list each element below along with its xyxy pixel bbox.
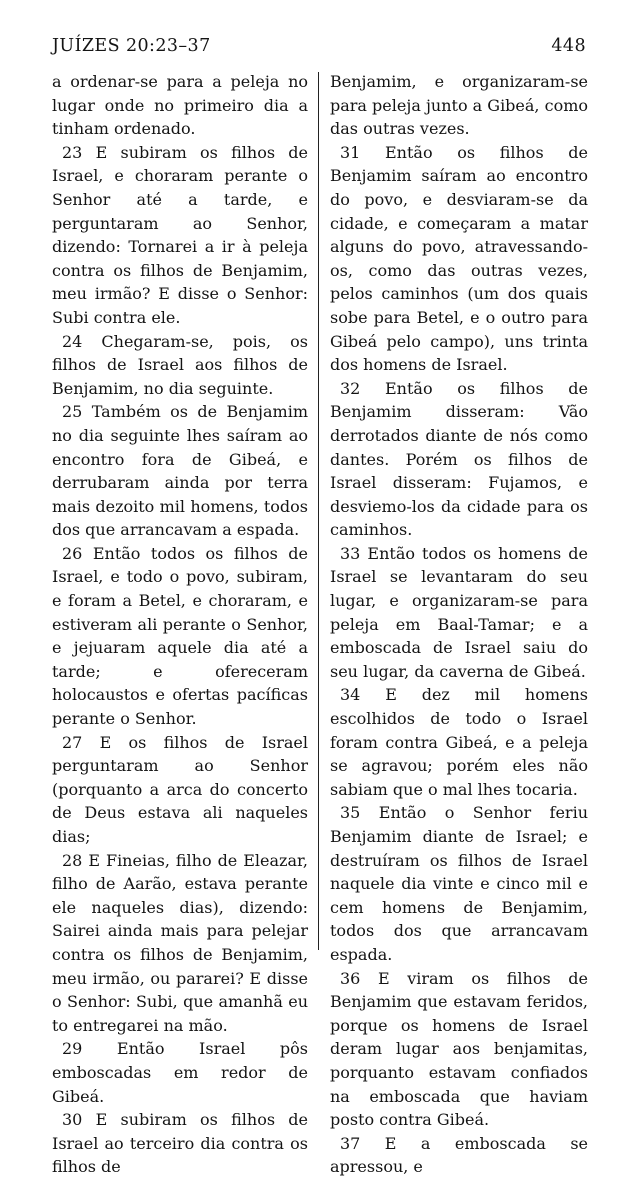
- verse-33: 33 Então todos os homens de Israel se levantaram do seu lugar, e organizaram-se para peleja em Baal-Tamar; e a emboscada de Israel saiu do seu lugar, da caverna de Gibeá.: [330, 543, 588, 681]
- verse-37: 37 E a emboscada se apressou, e: [330, 1133, 588, 1177]
- verse-28: 28 E Fineias, filho de Eleazar, filho de Aarão, estava perante ele naqueles dias), dizendo: Sairei ainda mais para pelejar contra os filhos de Benjamim, meu irmão, ou pararei? E disse o Senhor: Subi, que amanhã eu to entregarei na mão.: [52, 850, 308, 1035]
- verse-36: 36 E viram os filhos de Benjamim que estavam feridos, porque os homens de Israel deram lugar aos benjamitas, porquanto estavam confiados na emboscada que haviam posto contra Gibeá.: [330, 968, 588, 1130]
- verse-29: 29 Então Israel pôs emboscadas em redor de Gibeá.: [52, 1039, 308, 1106]
- verse-35: 35 Então o Senhor feriu Benjamim diante de Israel; e destruíram os filhos de Israel naquele dia vinte e cinco mil e cem homens de Benjamim, todos dos que arrancavam espada.: [330, 803, 588, 964]
- running-title: JUÍZES 20:23–37: [52, 36, 211, 56]
- verse-30-continuation: Benjamim, e organizaram-se para peleja junto a Gibeá, como das outras vezes.: [330, 72, 588, 139]
- verse-continuation: a ordenar-se para a peleja no lugar onde no primeiro dia a tinham ordenado.: [52, 72, 308, 139]
- running-head: [52, 36, 586, 60]
- verse-31: 31 Então os filhos de Benjamim saíram ao encontro do povo, e desviaram-se da cidade, e começaram a matar alguns do povo, atravessando-os, como das outras vezes, pelos caminhos (um dos quais sobe para Betel, e o outro para Gibeá pelo campo), uns trinta dos homens de Israel.: [330, 142, 588, 375]
- verse-25: 25 Também os de Benjamim no dia seguinte lhes saíram ao encontro fora de Gibeá, e derrubaram ainda por terra mais dezoito mil homens, todos dos que arrancavam a espada.: [52, 402, 308, 540]
- verse-23: 23 E subiram os filhos de Israel, e choraram perante o Senhor até a tarde, e perguntaram ao Senhor, dizendo: Tornarei a ir à peleja contra os filhos de Benjamim, meu irmão? E disse o Senhor: Subi contra ele.: [52, 142, 308, 327]
- column-divider: [318, 72, 319, 950]
- verse-32: 32 Então os filhos de Benjamim disseram: Vão derrotados diante de nós como dantes. Porém os filhos de Israel disseram: Fujamos, e desviemo-los da cidade para os caminhos.: [330, 378, 588, 540]
- verse-26: 26 Então todos os filhos de Israel, e todo o povo, subiram, e foram a Betel, e choraram, e estiveram ali perante o Senhor, e jejuaram aquele dia até a tarde; e ofereceram holocaustos e ofertas pacíficas perante o Senhor.: [52, 543, 308, 729]
- verse-27: 27 E os filhos de Israel perguntaram ao Senhor (porquanto a arca do concerto de Deus estava ali naqueles dias;: [52, 732, 308, 846]
- right-column: [330, 70, 588, 1179]
- verse-24: 24 Chegaram-se, pois, os filhos de Israel aos filhos de Benjamim, no dia seguinte.: [52, 331, 308, 398]
- left-column: [52, 70, 308, 1179]
- verse-30: 30 E subiram os filhos de Israel ao terceiro dia contra os filhos de: [52, 1110, 308, 1177]
- verse-34: 34 E dez mil homens escolhidos de todo o Israel foram contra Gibeá, e a peleja se agravou; porém eles não sabiam que o mal lhes tocaria.: [330, 685, 588, 799]
- page-number: 448: [551, 36, 586, 56]
